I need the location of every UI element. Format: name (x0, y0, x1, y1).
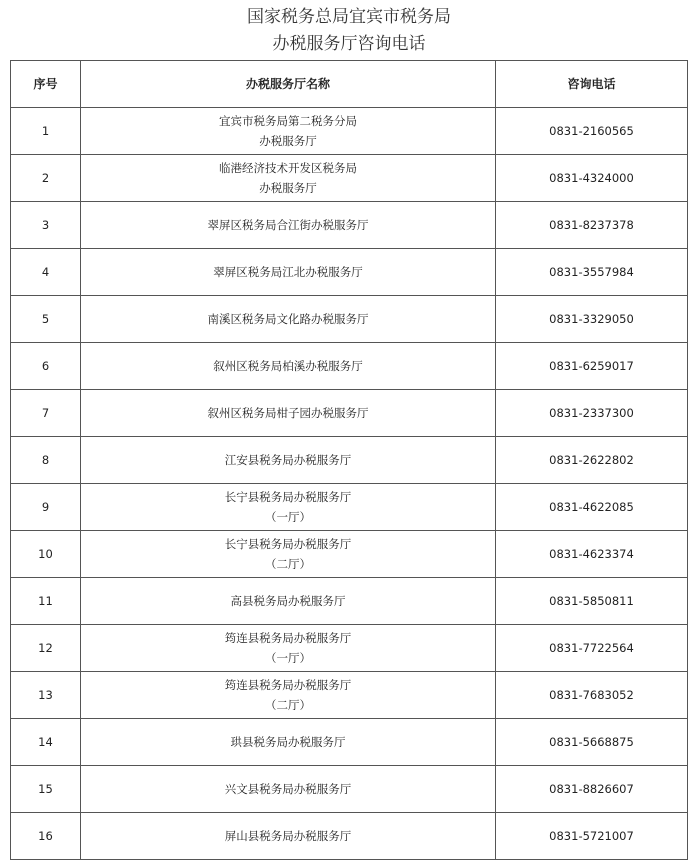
table-row (11, 766, 688, 813)
hall-name (81, 813, 496, 860)
hall-name (81, 155, 496, 202)
table-row (11, 531, 688, 578)
hall-phone-table (10, 60, 688, 860)
row-index: 11 (11, 578, 81, 625)
hall-name-line-1: 长宁县税务局办税服务厅 (224, 490, 352, 504)
hall-name (81, 484, 496, 531)
header-name: 办税服务厅名称 (81, 61, 496, 108)
hall-phone: 0831-2622802 (496, 437, 688, 484)
table-body (11, 108, 688, 860)
hall-phone: 0831-7722564 (496, 625, 688, 672)
hall-name-line-2: 办税服务厅 (259, 181, 317, 195)
hall-phone: 0831-6259017 (496, 343, 688, 390)
page-title (0, 0, 698, 58)
hall-phone: 0831-8826607 (496, 766, 688, 813)
hall-name-line-1: 南溪区税务局文化路办税服务厅 (207, 312, 369, 326)
row-index: 16 (11, 813, 81, 860)
hall-name-line-1: 江安县税务局办税服务厅 (224, 453, 352, 467)
table-row (11, 296, 688, 343)
hall-phone: 0831-5850811 (496, 578, 688, 625)
hall-name (81, 390, 496, 437)
row-index: 1 (11, 108, 81, 155)
hall-name (81, 437, 496, 484)
hall-name-line-1: 珙县税务局办税服务厅 (230, 735, 346, 749)
row-index: 10 (11, 531, 81, 578)
hall-name-line-1: 翠屏区税务局江北办税服务厅 (213, 265, 363, 279)
hall-name (81, 672, 496, 719)
table-row (11, 390, 688, 437)
table-row (11, 578, 688, 625)
table-row (11, 437, 688, 484)
table-row (11, 249, 688, 296)
hall-name-line-1: 兴文县税务局办税服务厅 (224, 782, 352, 796)
table-row (11, 672, 688, 719)
row-index: 7 (11, 390, 81, 437)
table-row (11, 202, 688, 249)
hall-name-line-2: 办税服务厅 (259, 134, 317, 148)
hall-name-line-1: 高县税务局办税服务厅 (230, 594, 346, 608)
hall-name (81, 719, 496, 766)
row-index: 8 (11, 437, 81, 484)
hall-name-line-1: 筠连县税务局办税服务厅 (224, 631, 352, 645)
hall-name-line-1: 屏山县税务局办税服务厅 (224, 829, 352, 843)
title-line-2: 办税服务厅咨询电话 (272, 34, 426, 54)
row-index: 3 (11, 202, 81, 249)
table-row (11, 719, 688, 766)
table-row (11, 625, 688, 672)
hall-phone: 0831-4623374 (496, 531, 688, 578)
hall-name-line-2: （一厅） (265, 651, 311, 665)
row-index: 14 (11, 719, 81, 766)
hall-name-line-1: 长宁县税务局办税服务厅 (224, 537, 352, 551)
hall-name (81, 766, 496, 813)
hall-phone: 0831-3557984 (496, 249, 688, 296)
hall-name-line-1: 临港经济技术开发区税务局 (219, 161, 357, 175)
hall-phone: 0831-2160565 (496, 108, 688, 155)
hall-name (81, 249, 496, 296)
hall-name-line-1: 翠屏区税务局合江街办税服务厅 (207, 218, 369, 232)
row-index: 6 (11, 343, 81, 390)
header-row (11, 61, 688, 108)
hall-name-line-2: （二厅） (265, 557, 311, 571)
hall-phone: 0831-5721007 (496, 813, 688, 860)
hall-name-line-2: （二厅） (265, 698, 311, 712)
row-index: 2 (11, 155, 81, 202)
header-phone: 咨询电话 (496, 61, 688, 108)
hall-name-line-1: 宜宾市税务局第二税务分局 (219, 114, 357, 128)
row-index: 9 (11, 484, 81, 531)
hall-name-line-1: 筠连县税务局办税服务厅 (224, 678, 352, 692)
hall-name-line-1: 叙州区税务局柏溪办税服务厅 (213, 359, 363, 373)
table-row (11, 108, 688, 155)
row-index: 13 (11, 672, 81, 719)
table-row (11, 343, 688, 390)
hall-name (81, 625, 496, 672)
hall-name (81, 578, 496, 625)
hall-name-line-1: 叙州区税务局柑子园办税服务厅 (207, 406, 369, 420)
hall-phone: 0831-4622085 (496, 484, 688, 531)
header-index: 序号 (11, 61, 81, 108)
hall-name (81, 296, 496, 343)
hall-phone: 0831-3329050 (496, 296, 688, 343)
row-index: 12 (11, 625, 81, 672)
row-index: 15 (11, 766, 81, 813)
table-row (11, 484, 688, 531)
row-index: 5 (11, 296, 81, 343)
hall-phone: 0831-5668875 (496, 719, 688, 766)
hall-name (81, 343, 496, 390)
hall-name-line-2: （一厅） (265, 510, 311, 524)
row-index: 4 (11, 249, 81, 296)
hall-phone: 0831-2337300 (496, 390, 688, 437)
table-row (11, 155, 688, 202)
table-row (11, 813, 688, 860)
hall-name (81, 202, 496, 249)
hall-name (81, 108, 496, 155)
hall-phone: 0831-7683052 (496, 672, 688, 719)
title-line-1: 国家税务总局宜宾市税务局 (247, 7, 451, 27)
hall-phone: 0831-4324000 (496, 155, 688, 202)
hall-phone: 0831-8237378 (496, 202, 688, 249)
hall-name (81, 531, 496, 578)
